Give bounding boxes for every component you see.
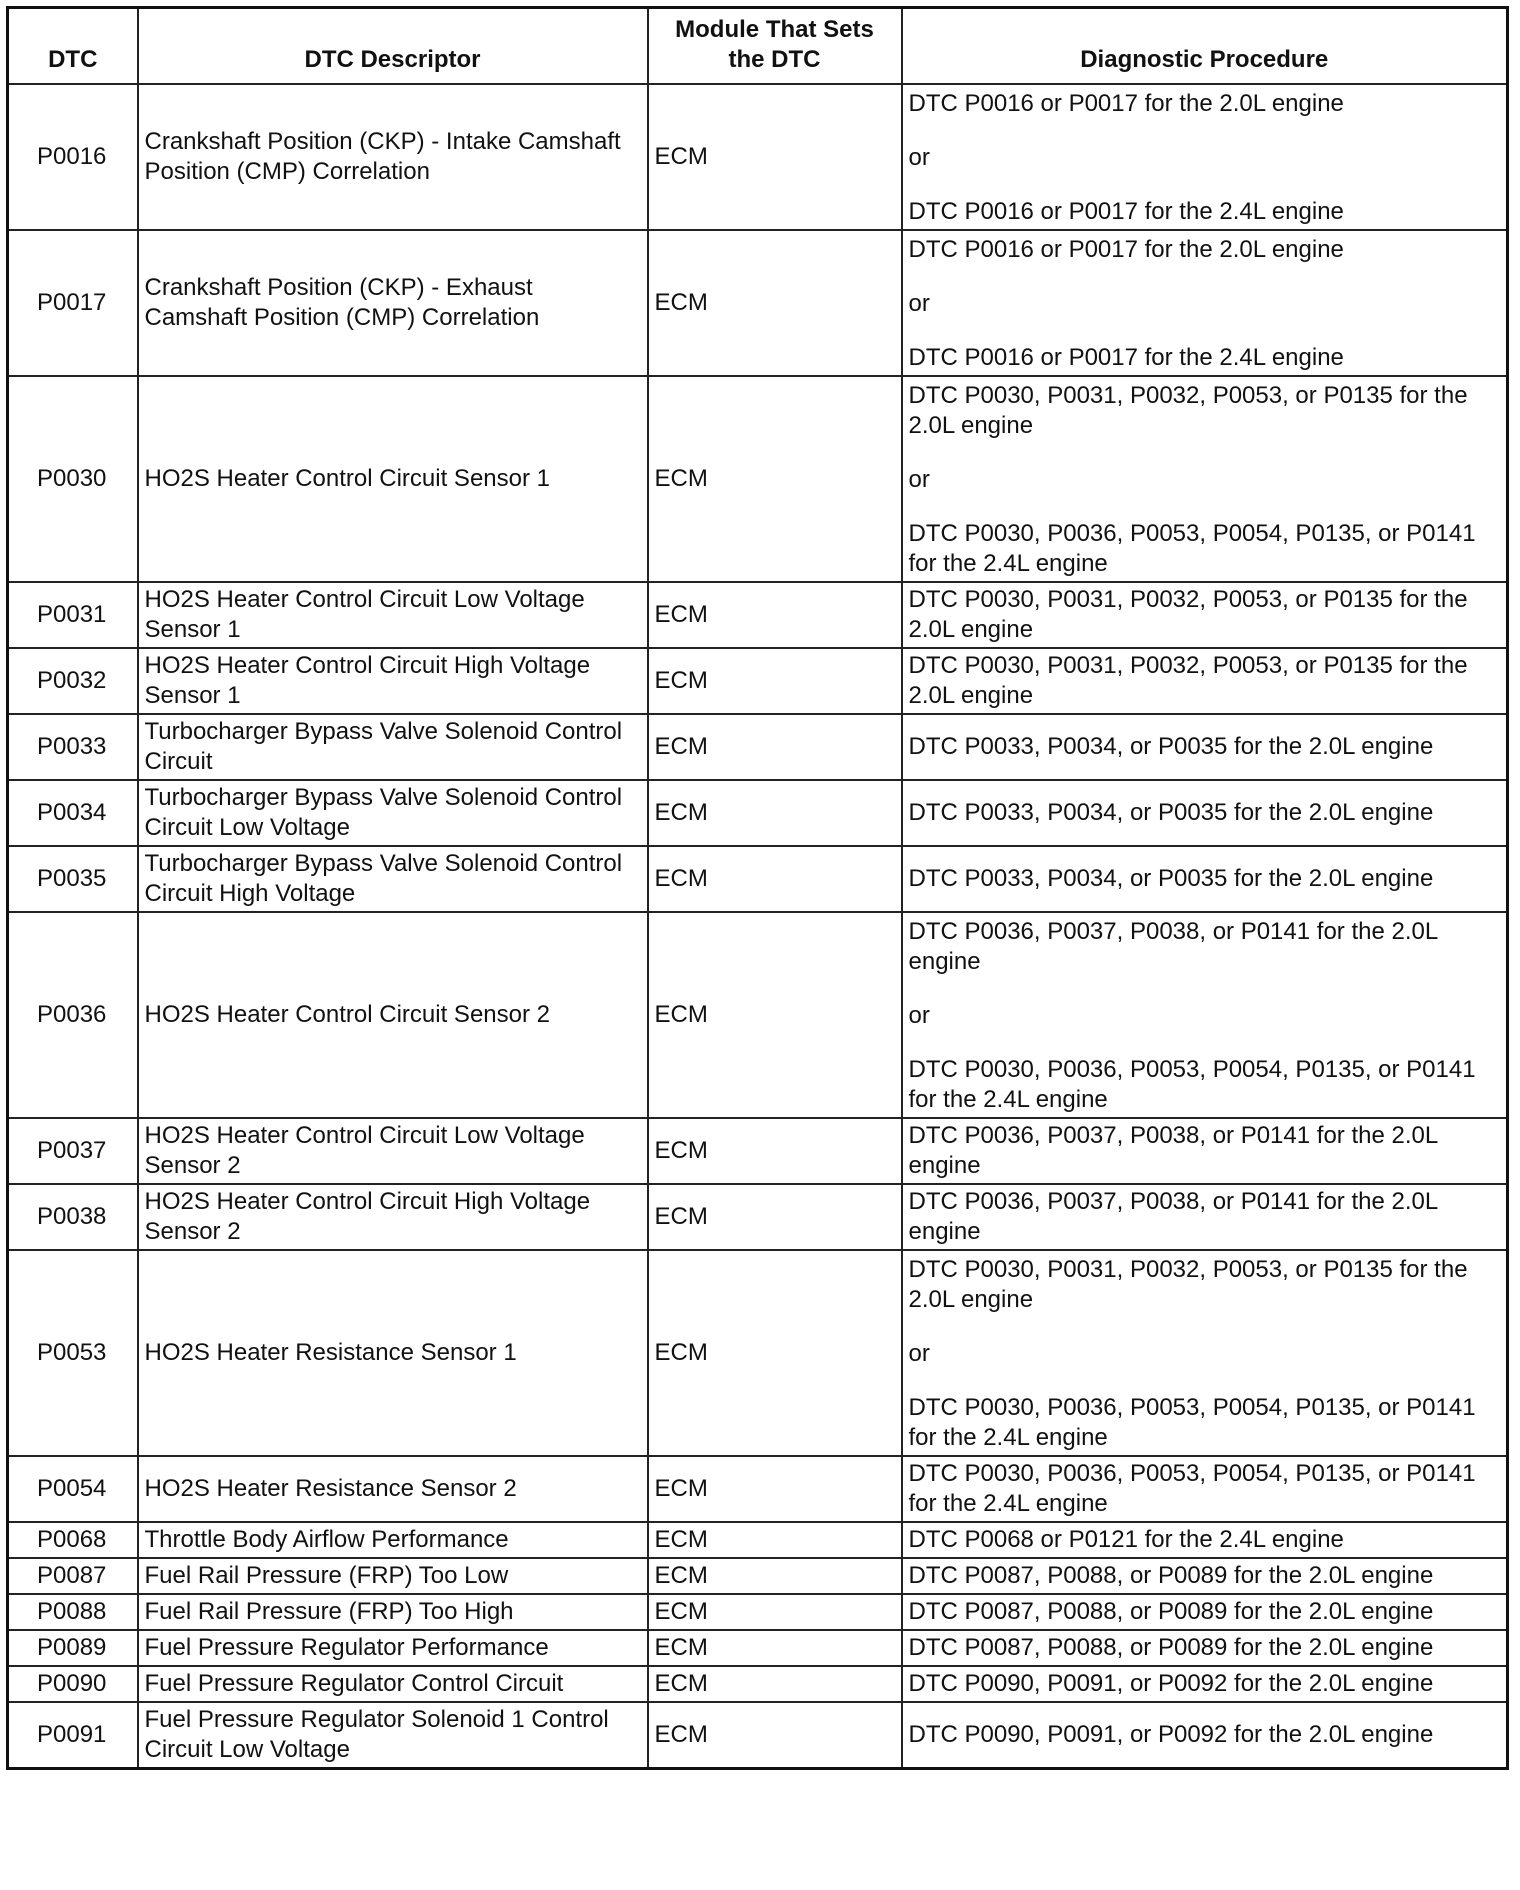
dtc-descriptor-cell: HO2S Heater Resistance Sensor 2	[138, 1456, 648, 1522]
table-row	[8, 1118, 1508, 1184]
dtc-code-cell: P0036	[8, 912, 138, 1118]
dtc-descriptor-cell: Turbocharger Bypass Valve Solenoid Control Circuit High Voltage	[138, 846, 648, 912]
procedure-link[interactable]: DTC P0030, P0031, P0032, P0053, or P0135 for the 2.0L engine	[908, 1256, 1468, 1313]
table-row	[8, 376, 1508, 582]
diagnostic-procedure-cell	[902, 376, 1508, 582]
module-cell: ECM	[648, 846, 902, 912]
diagnostic-procedure-cell	[902, 780, 1508, 846]
table-row	[8, 582, 1508, 648]
table-row	[8, 1522, 1508, 1558]
diagnostic-procedure-cell	[902, 1184, 1508, 1250]
header-procedure: Diagnostic Procedure	[902, 8, 1508, 85]
procedure-or-separator: or	[908, 1340, 930, 1367]
dtc-code-cell: P0033	[8, 714, 138, 780]
dtc-code-cell: P0089	[8, 1630, 138, 1666]
procedure-link[interactable]: DTC P0036, P0037, P0038, or P0141 for the 2.0L engine	[908, 1122, 1438, 1179]
diagnostic-procedure-cell	[902, 582, 1508, 648]
dtc-code-cell: P0091	[8, 1702, 138, 1769]
module-cell: ECM	[648, 84, 902, 230]
procedure-link[interactable]: DTC P0030, P0036, P0053, P0054, P0135, or P0141 for the 2.4L engine	[908, 520, 1476, 577]
dtc-descriptor-cell: HO2S Heater Control Circuit High Voltage Sensor 1	[138, 648, 648, 714]
module-cell: ECM	[648, 1558, 902, 1594]
table-header-row	[8, 8, 1508, 85]
procedure-link[interactable]: DTC P0016 or P0017 for the 2.0L engine	[908, 236, 1344, 263]
procedure-link[interactable]: DTC P0016 or P0017 for the 2.4L engine	[908, 198, 1344, 225]
diagnostic-procedure-cell	[902, 1558, 1508, 1594]
table-body	[8, 84, 1508, 1769]
dtc-descriptor-cell: Throttle Body Airflow Performance	[138, 1522, 648, 1558]
line-gap	[909, 495, 1501, 519]
line-gap	[909, 1031, 1501, 1055]
table-row	[8, 1630, 1508, 1666]
dtc-code-cell: P0038	[8, 1184, 138, 1250]
line-gap	[909, 1369, 1501, 1393]
dtc-code-cell: P0090	[8, 1666, 138, 1702]
line-gap	[909, 265, 1501, 289]
dtc-code-cell: P0088	[8, 1594, 138, 1630]
module-cell: ECM	[648, 1630, 902, 1666]
table-row	[8, 1250, 1508, 1456]
procedure-link[interactable]: DTC P0087, P0088, or P0089 for the 2.0L engine	[908, 1634, 1434, 1661]
table-row	[8, 780, 1508, 846]
dtc-descriptor-cell: Crankshaft Position (CKP) - Exhaust Camshaft Position (CMP) Correlation	[138, 230, 648, 376]
diagnostic-procedure-cell	[902, 714, 1508, 780]
dtc-code-cell: P0017	[8, 230, 138, 376]
table-row	[8, 846, 1508, 912]
line-gap	[909, 977, 1501, 1001]
diagnostic-procedure-cell	[902, 1666, 1508, 1702]
module-cell: ECM	[648, 1118, 902, 1184]
procedure-link[interactable]: DTC P0090, P0091, or P0092 for the 2.0L engine	[908, 1721, 1434, 1748]
dtc-descriptor-cell: Fuel Rail Pressure (FRP) Too Low	[138, 1558, 648, 1594]
procedure-link[interactable]: DTC P0087, P0088, or P0089 for the 2.0L engine	[908, 1562, 1434, 1589]
module-cell: ECM	[648, 780, 902, 846]
table-row	[8, 1594, 1508, 1630]
module-cell: ECM	[648, 582, 902, 648]
dtc-descriptor-cell: Fuel Pressure Regulator Performance	[138, 1630, 648, 1666]
module-cell: ECM	[648, 714, 902, 780]
line-gap	[909, 119, 1501, 143]
module-cell: ECM	[648, 912, 902, 1118]
procedure-link[interactable]: DTC P0030, P0036, P0053, P0054, P0135, or P0141 for the 2.4L engine	[908, 1394, 1476, 1451]
dtc-descriptor-cell: Turbocharger Bypass Valve Solenoid Control Circuit	[138, 714, 648, 780]
table-row	[8, 1558, 1508, 1594]
dtc-descriptor-cell: Fuel Rail Pressure (FRP) Too High	[138, 1594, 648, 1630]
dtc-code-cell: P0087	[8, 1558, 138, 1594]
diagnostic-procedure-cell	[902, 912, 1508, 1118]
dtc-descriptor-cell: HO2S Heater Control Circuit Sensor 1	[138, 376, 648, 582]
dtc-code-cell: P0035	[8, 846, 138, 912]
diagnostic-procedure-cell	[902, 1250, 1508, 1456]
diagnostic-procedure-cell	[902, 1702, 1508, 1769]
procedure-link[interactable]: DTC P0087, P0088, or P0089 for the 2.0L engine	[908, 1598, 1434, 1625]
dtc-code-cell: P0034	[8, 780, 138, 846]
line-gap	[909, 441, 1501, 465]
procedure-link[interactable]: DTC P0016 or P0017 for the 2.4L engine	[908, 344, 1344, 371]
line-gap	[909, 173, 1501, 197]
dtc-code-cell: P0016	[8, 84, 138, 230]
table-row	[8, 1666, 1508, 1702]
dtc-code-cell: P0037	[8, 1118, 138, 1184]
table-row	[8, 714, 1508, 780]
module-cell: ECM	[648, 1666, 902, 1702]
dtc-descriptor-cell: Fuel Pressure Regulator Control Circuit	[138, 1666, 648, 1702]
table-row	[8, 1184, 1508, 1250]
dtc-table	[6, 6, 1509, 1770]
dtc-descriptor-cell: HO2S Heater Resistance Sensor 1	[138, 1250, 648, 1456]
module-cell: ECM	[648, 648, 902, 714]
module-cell: ECM	[648, 1456, 902, 1522]
dtc-descriptor-cell: HO2S Heater Control Circuit High Voltage Sensor 2	[138, 1184, 648, 1250]
dtc-code-cell: P0053	[8, 1250, 138, 1456]
procedure-or-separator: or	[908, 466, 930, 493]
dtc-code-cell: P0054	[8, 1456, 138, 1522]
dtc-code-cell: P0031	[8, 582, 138, 648]
module-cell: ECM	[648, 1522, 902, 1558]
procedure-link[interactable]: DTC P0033, P0034, or P0035 for the 2.0L engine	[908, 799, 1434, 826]
table-row	[8, 648, 1508, 714]
dtc-descriptor-cell: Turbocharger Bypass Valve Solenoid Control Circuit Low Voltage	[138, 780, 648, 846]
header-dtc: DTC	[8, 8, 138, 85]
procedure-link[interactable]: DTC P0030, P0036, P0053, P0054, P0135, or P0141 for the 2.4L engine	[908, 1460, 1476, 1517]
dtc-code-cell: P0030	[8, 376, 138, 582]
diagnostic-procedure-cell	[902, 1630, 1508, 1666]
table-row	[8, 1456, 1508, 1522]
module-cell: ECM	[648, 1702, 902, 1769]
dtc-descriptor-cell: HO2S Heater Control Circuit Low Voltage Sensor 2	[138, 1118, 648, 1184]
procedure-link[interactable]: DTC P0036, P0037, P0038, or P0141 for the 2.0L engine	[908, 918, 1438, 975]
header-module: Module That Sets the DTC	[648, 8, 902, 85]
module-cell: ECM	[648, 376, 902, 582]
procedure-or-separator: or	[908, 290, 930, 317]
procedure-link[interactable]: DTC P0030, P0031, P0032, P0053, or P0135 for the 2.0L engine	[908, 382, 1468, 439]
diagnostic-procedure-cell	[902, 1594, 1508, 1630]
line-gap	[909, 319, 1501, 343]
procedure-link[interactable]: DTC P0030, P0031, P0032, P0053, or P0135 for the 2.0L engine	[908, 652, 1468, 709]
diagnostic-procedure-cell	[902, 846, 1508, 912]
procedure-link[interactable]: DTC P0030, P0036, P0053, P0054, P0135, or P0141 for the 2.4L engine	[908, 1056, 1476, 1113]
table-row	[8, 912, 1508, 1118]
diagnostic-procedure-cell	[902, 1118, 1508, 1184]
dtc-code-cell: P0032	[8, 648, 138, 714]
procedure-link[interactable]: DTC P0030, P0031, P0032, P0053, or P0135 for the 2.0L engine	[908, 586, 1468, 643]
dtc-document	[6, 6, 1506, 1882]
diagnostic-procedure-cell	[902, 230, 1508, 376]
table-row	[8, 1702, 1508, 1769]
dtc-descriptor-cell: HO2S Heater Control Circuit Low Voltage Sensor 1	[138, 582, 648, 648]
module-cell: ECM	[648, 1184, 902, 1250]
procedure-link[interactable]: DTC P0016 or P0017 for the 2.0L engine	[908, 90, 1344, 117]
dtc-descriptor-cell: Crankshaft Position (CKP) - Intake Camshaft Position (CMP) Correlation	[138, 84, 648, 230]
module-cell: ECM	[648, 1250, 902, 1456]
dtc-descriptor-cell: HO2S Heater Control Circuit Sensor 2	[138, 912, 648, 1118]
procedure-link[interactable]: DTC P0036, P0037, P0038, or P0141 for the 2.0L engine	[908, 1188, 1438, 1245]
diagnostic-procedure-cell	[902, 648, 1508, 714]
procedure-or-separator: or	[908, 144, 930, 171]
procedure-link[interactable]: DTC P0033, P0034, or P0035 for the 2.0L engine	[908, 733, 1434, 760]
procedure-link[interactable]: DTC P0068 or P0121 for the 2.4L engine	[908, 1526, 1344, 1553]
line-gap	[909, 1315, 1501, 1339]
procedure-link[interactable]: DTC P0090, P0091, or P0092 for the 2.0L engine	[908, 1670, 1434, 1697]
diagnostic-procedure-cell	[902, 1456, 1508, 1522]
procedure-or-separator: or	[908, 1002, 930, 1029]
header-descriptor: DTC Descriptor	[138, 8, 648, 85]
table-row	[8, 84, 1508, 230]
dtc-code-cell: P0068	[8, 1522, 138, 1558]
table-row	[8, 230, 1508, 376]
module-cell: ECM	[648, 1594, 902, 1630]
diagnostic-procedure-cell	[902, 84, 1508, 230]
diagnostic-procedure-cell	[902, 1522, 1508, 1558]
dtc-descriptor-cell: Fuel Pressure Regulator Solenoid 1 Control Circuit Low Voltage	[138, 1702, 648, 1769]
module-cell: ECM	[648, 230, 902, 376]
procedure-link[interactable]: DTC P0033, P0034, or P0035 for the 2.0L engine	[908, 865, 1434, 892]
